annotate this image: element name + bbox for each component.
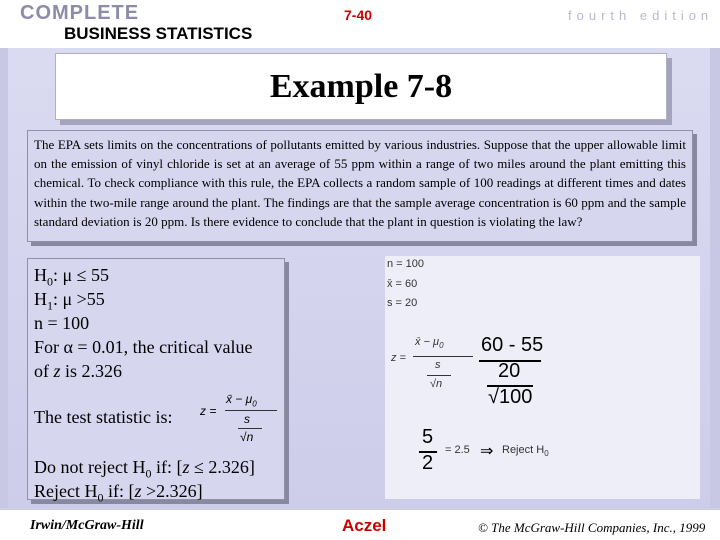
footer-publisher: Irwin/McGraw-Hill — [30, 518, 144, 533]
z-den-s: s — [435, 359, 441, 371]
critical-value-line: of z is 2.326 — [34, 361, 123, 381]
inline-fraction-bar — [225, 410, 277, 411]
denominator-20: 20 — [498, 360, 521, 382]
hypothesis-box — [27, 258, 285, 505]
brand-business-statistics: BUSINESS STATISTICS — [64, 24, 253, 43]
five: 5 — [422, 426, 434, 448]
brand-complete: COMPLETE — [20, 2, 140, 24]
sqrt-100: √100 — [488, 386, 533, 408]
slide-number: 7-40 — [344, 7, 373, 23]
page-title: Example 7-8 — [269, 68, 453, 105]
z-numerator: x̄ − $\mu_0$ — [415, 336, 444, 351]
given-s: s = 20 — [387, 297, 418, 309]
z-result: = 2.5 — [445, 444, 470, 456]
z-fraction-bar — [413, 356, 473, 357]
two: 2 — [422, 452, 434, 474]
problem-text: The EPA sets limits on the concentrations of pollutants emitted by various industries. Suppose that the upper allowable limit on the emission of vinyl chloride is set at an average of 55 ppm within a range of two miles around the plant emitting this chemical. To check compliance with this rule, the EPA collects a random sample of 100 readings at different times and dates within the two-mile range around the plant. The findings are that the sample average concentration is 60 ppm and the sample standard deviation is 20 ppm. Is there evidence to conclude that the plant in question is violating the law? — [34, 137, 686, 229]
alpha-line: For α = 0.01, the critical value — [34, 337, 253, 357]
calculation-panel — [385, 256, 700, 499]
footer-copyright: © The McGraw-Hill Companies, Inc., 1999 — [478, 520, 706, 535]
left-border — [0, 48, 8, 508]
problem-statement-box — [27, 130, 693, 242]
null-hypothesis: $H_0$: μ ≤ 55 — [34, 265, 110, 289]
z-inner-bar — [427, 375, 451, 376]
implies-arrow-icon: ⇒ — [480, 443, 494, 460]
test-statistic-label: The test statistic is: — [34, 407, 173, 427]
title-box — [55, 53, 667, 120]
inline-numerator: x̄ − $\mu_0$ — [226, 392, 257, 409]
footer-author: Aczel — [342, 516, 387, 535]
reject-rule: Reject $H_0$ if: [z >2.326] — [34, 481, 203, 505]
do-not-reject-rule: Do not reject $H_0$ if: [z ≤ 2.326] — [34, 457, 255, 481]
given-n: n = 100 — [387, 258, 425, 270]
given-xbar: x̄ = 60 — [387, 278, 418, 290]
inline-inner-bar — [238, 428, 262, 429]
numerator-big: 60 - 55 — [481, 334, 544, 356]
z-den-root: √n — [430, 378, 443, 390]
edition-label: fourth edition — [568, 8, 714, 23]
alternative-hypothesis: $H_1$: μ >55 — [34, 289, 105, 313]
sample-size-line: n = 100 — [34, 313, 90, 333]
reject-conclusion: Reject $H_0$ — [502, 444, 549, 459]
inline-z-formula: z = x̄ − $\mu_0$ s √n — [200, 386, 282, 452]
z-lhs: z = — [391, 352, 406, 364]
right-border — [710, 48, 720, 508]
